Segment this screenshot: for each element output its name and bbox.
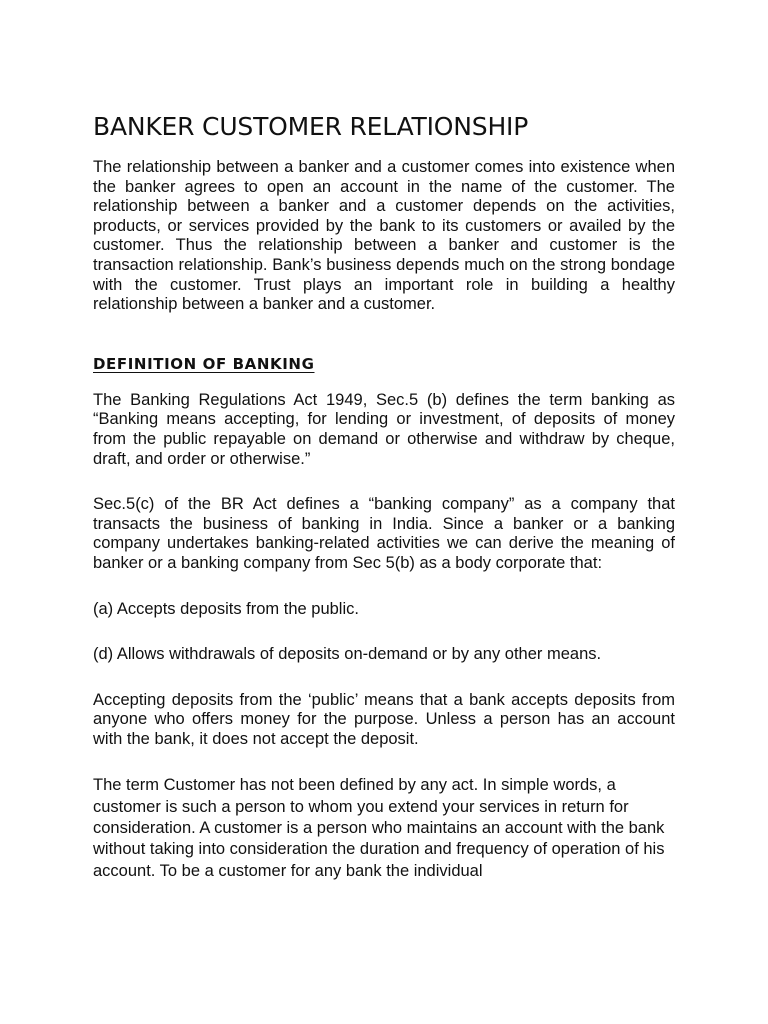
sec5c-paragraph: Sec.5(c) of the BR Act defines a “banking company” as a company that transacts the business of banking in India. Since a banker or a banking company undertakes banking-related activities we can derive the meaning of banker or a banking company from Sec 5(b) as a body corporate that: xyxy=(93,495,675,572)
document-page xyxy=(93,108,675,882)
section-heading-definition: DEFINITION OF BANKING xyxy=(93,354,315,373)
customer-definition-paragraph: The term Customer has not been defined by any act. In simple words, a customer is such a person to whom you extend your services in return for consideration. A customer is a person who maintains an account with the bank without taking into consideration the duration and frequency of operation of his account. To be a customer for any bank the individual xyxy=(93,776,665,880)
definition-paragraph: The Banking Regulations Act 1949, Sec.5 (b) defines the term banking as “Banking means accepting, for lending or investment, of deposits of money from the public repayable on demand or otherwise and withdraw by cheque, draft, and order or otherwise.” xyxy=(93,390,675,468)
list-item-a: (a) Accepts deposits from the public. xyxy=(93,599,359,618)
intro-paragraph: The relationship between a banker and a customer comes into existence when the banker agrees to open an account in the name of the customer. The relationship between a banker and a customer depends on the activities, products, or services provided by the bank to its customers or availed by the customer. Thus the relationship between a banker and customer is the transaction relationship. Bank’s business depends much on the strong bondage with the customer. Trust plays an important role in building a healthy relationship between a banker and a customer. xyxy=(93,158,675,314)
public-deposits-paragraph: Accepting deposits from the ‘public’ means that a bank accepts deposits from anyone who offers money for the purpose. Unless a person has an account with the bank, it does not accept the deposit. xyxy=(93,690,675,748)
document-title: BANKER CUSTOMER RELATIONSHIP xyxy=(93,112,529,141)
list-item-d: (d) Allows withdrawals of deposits on-demand or by any other means. xyxy=(93,645,602,664)
